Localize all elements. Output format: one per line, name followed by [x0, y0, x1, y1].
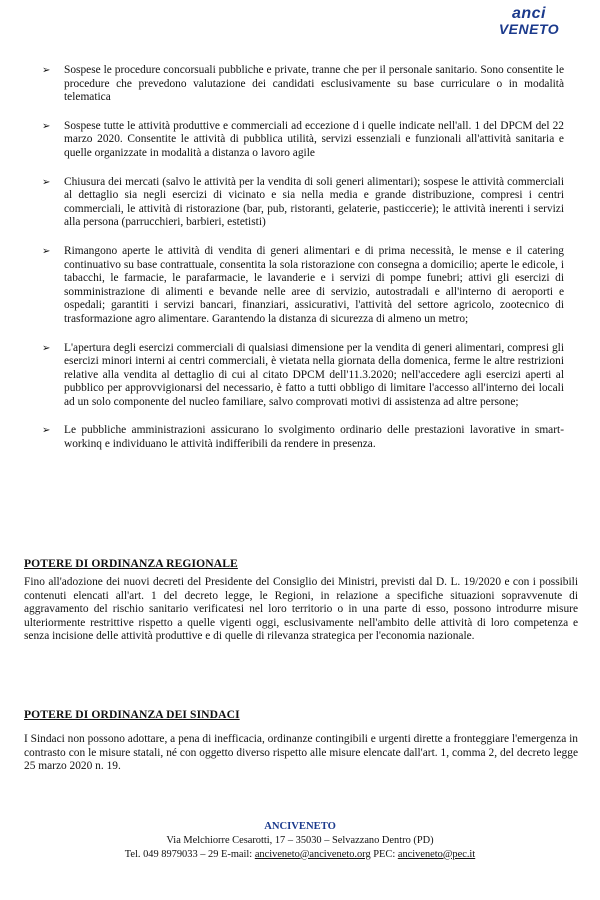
arrow-bullet-icon: ➢ — [42, 342, 51, 354]
footer-address: Via Melchiorre Cesarotti, 17 – 35030 – Selvazzano Dentro (PD) — [166, 834, 434, 846]
list-item — [42, 176, 564, 230]
mayors-section-body: I Sindaci non possono adottare, a pena di inefficacia, ordinanze contingibili e urgenti dirette a fronteggiare l'emergenza in contrasto con le misure statali, né con oggetto diverso rispetto alle misure elencate dall'art. 1, comma 2, del decreto legge 25 marzo 2020 n. 19. — [24, 733, 578, 773]
list-item-text: L'apertura degli esercizi commerciali di qualsiasi dimensione per la vendita di generi alimentari, compresi gli esercizi minori interni ai centri commerciali, è vietata nella giornata della domenica, ferme le altre restrizioni relative alla vendita al dettaglio di cui al citato DPCM dell'11.3.2020; nell'accedere agli esercizi aperti al pubblico per approvvigionarsi del necessario, è fatto a tutti obbligo di limitare l'accesso all'interno dei locali ad un solo componente del nucleo familiare, salvo comprovati motivi di assistenza ad altre persone; — [64, 341, 564, 408]
regional-section-title: POTERE DI ORDINANZA REGIONALE — [24, 557, 238, 570]
arrow-bullet-icon: ➢ — [42, 120, 51, 132]
footer-pec-link[interactable]: anciveneto@pec.it — [397, 848, 476, 860]
footer-email-link[interactable]: anciveneto@anciveneto.org — [254, 848, 371, 860]
list-item-text: Sospese tutte le attività produttive e commerciali ad eccezione d i quelle indicate nell'all. 1 del DPCM del 22 marzo 2020. Consentite le attività di pubblica utilità, servizi essenziali e funzionali all'attività sanitaria e quelle organizzate in modalità a distanza o lavoro agile — [64, 119, 564, 159]
mayors-section-title: POTERE DI ORDINANZA DEI SINDACI — [24, 708, 240, 721]
list-item — [42, 64, 564, 105]
logo-line-1: anci — [511, 5, 546, 22]
logo-line-2: VENETO — [498, 21, 560, 37]
arrow-bullet-icon: ➢ — [42, 65, 51, 76]
list-item-text: Sospese le procedure concorsuali pubbliche e private, tranne che per il personale sanitario. Sono consentite le procedure che prevedono valutazione dei candidati esclusivamente su base curriculare o in modalità telematica — [64, 64, 564, 104]
regional-section-body: Fino all'adozione dei nuovi decreti del Presidente del Consiglio dei Ministri, previsti dal D. L. 19/2020 e con i possibili contenuti elencati all'art. 1 del decreto legge, le Regioni, in relazione a specifiche situazioni sopravvenute di aggravamento del rischio sanitario verificatesi nel loro territorio o in una parte di esso, possono introdurre misure ulteriormente restrittive rispetto a quelle vigenti oggi, esclusivamente nell'ambito delle attività di loro competenza e senza incisione delle attività produttive e di quelle di rilevanza strategica per l'economia nazionale. — [24, 576, 578, 643]
arrow-bullet-icon: ➢ — [42, 245, 51, 257]
arrow-bullet-icon: ➢ — [42, 425, 51, 437]
page-footer — [0, 820, 600, 861]
footer-tel: Tel. 049 8979033 – 29 E-mail: — [124, 848, 253, 860]
footer-org-name: ANCIVENETO — [264, 821, 336, 832]
anci-veneto-logo — [498, 6, 560, 36]
footer-pec-label: PEC: — [373, 848, 396, 860]
list-item — [42, 424, 564, 451]
list-item — [42, 342, 564, 410]
list-item-text: Chiusura dei mercati (salvo le attività per la vendita di soli generi alimentari); sospese le attività commerciali al dettaglio sia negli esercizi di vicinato e sia nella media e grande distribuzione, compresi i centri commerciali, le attività di ristorazione (bar, pub, ristoranti, gelaterie, pasticcerie); le attività inerenti i servizi alla persona (parrucchieri, barbieri, estetisti) — [64, 175, 564, 229]
arrow-bullet-icon: ➢ — [42, 176, 51, 188]
measures-list — [42, 64, 564, 467]
list-item — [42, 120, 564, 161]
list-item-text: Le pubbliche amministrazioni assicurano lo svolgimento ordinario delle prestazioni lavorative in smart-workinq e individuano le attività indifferibili da rendere in presenza. — [64, 424, 564, 451]
list-item — [42, 245, 564, 327]
list-item-text: Rimangono aperte le attività di vendita di generi alimentari e di prima necessità, le mense e il catering continuativo su base contrattuale, consentita la sola ristorazione con consegna a domicilio; aperte le edicole, i tabacchi, le farmacie, le parafarmacie, le lavanderie e i servizi di pompe funebri; attivi gli esercizi di somministrazione di alimenti e bevande nelle aree di servizio, autostradali e all'interno di aeroporti e ospedali; garantiti i servizi bancari, finanziari, assicurativi, l'attività del settore agricolo, zootecnico di trasformazione agro alimentare. Garantendo la distanza di sicurezza di almeno un metro; — [64, 244, 564, 325]
